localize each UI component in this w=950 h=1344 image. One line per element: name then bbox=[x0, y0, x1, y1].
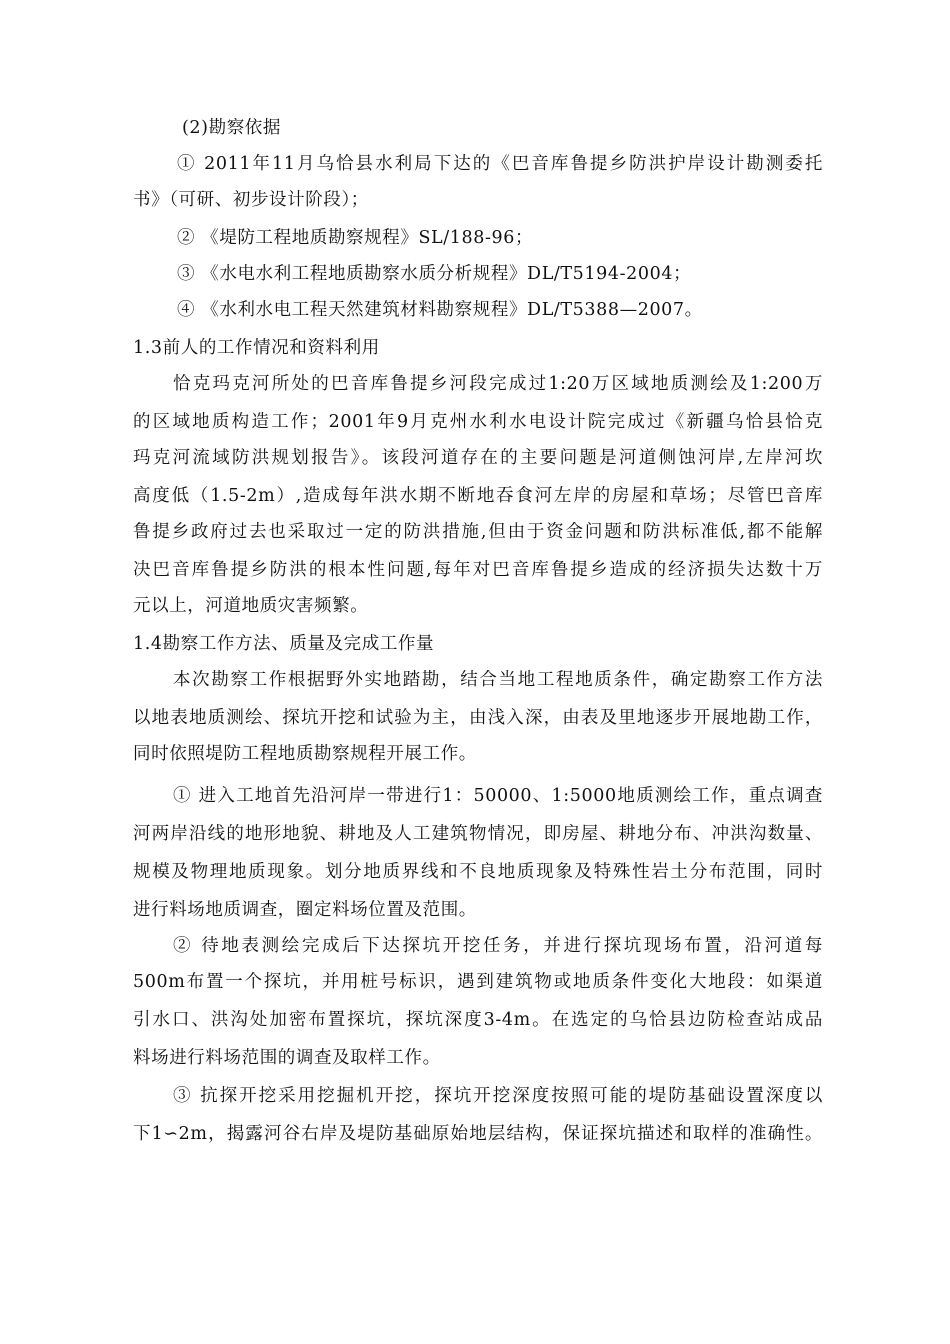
section-1-3-line: 的区域地质构造工作；2001年9月克州水利水电设计院完成过《新疆乌恰县恰克 bbox=[133, 412, 823, 432]
section-1-4-intro-line: 同时依照堤防工程地质勘察规程开展工作。 bbox=[133, 744, 477, 764]
section-1-4-item-2-line: 引水口、洪沟处加密布置探坑，探坑深度3-4m。在选定的乌恰县边防检查站成品 bbox=[133, 1010, 823, 1030]
section-1-3-line: 元以上，河道地质灾害频繁。 bbox=[133, 596, 369, 616]
section-1-4-title: 1.4勘察工作方法、质量及完成工作量 bbox=[133, 634, 435, 654]
section-1-3-line: 恰克玛克河所处的巴音库鲁提乡河段完成过1:20万区域地质测绘及1:200万 bbox=[173, 374, 823, 394]
section-1-3-title: 1.3前人的工作情况和资料利用 bbox=[133, 338, 380, 358]
section-1-4-intro-line: 本次勘察工作根据野外实地踏勘，结合当地工程地质条件，确定勘察工作方法 bbox=[173, 670, 823, 690]
section-1-3-line: 高度低（1.5-2m）,造成每年洪水期不断地吞食河左岸的房屋和草场；尽管巴音库 bbox=[133, 486, 823, 506]
section-1-4-intro-line: 以地表地质测绘、探坑开挖和试验为主，由浅入深，由表及里地逐步开展地勘工作， bbox=[133, 708, 823, 728]
basis-item-4: ④ 《水利水电工程天然建筑材料勘察规程》DL/T5388—2007。 bbox=[177, 300, 703, 320]
section-1-4-item-3-line: 下1∽2m，揭露河谷右岸及堤防基础原始地层结构，保证探坑描述和取样的准确性。 bbox=[133, 1124, 823, 1144]
basis-heading: (2)勘察依据 bbox=[182, 118, 281, 138]
section-1-4-item-1-line: ① 进入工地首先沿河岸一带进行1：50000、1:5000地质测绘工作，重点调查 bbox=[173, 786, 823, 806]
basis-item-1-line-2: 书》（可研、初步设计阶段）； bbox=[133, 190, 369, 210]
section-1-3-line: 玛克河流域防洪规划报告》。该段河道存在的主要问题是河道侧蚀河岸,左岸河坎 bbox=[133, 448, 823, 468]
section-1-4-item-1-line: 规模及物理地质现象。划分地质界线和不良地质现象及特殊性岩土分布范围，同时 bbox=[133, 862, 823, 882]
section-1-4-item-3-line: ③ 抗探开挖采用挖掘机开挖，探坑开挖深度按照可能的堤防基础设置深度以 bbox=[173, 1086, 823, 1106]
basis-item-3: ③ 《水电水利工程地质勘察水质分析规程》DL/T5194-2004； bbox=[177, 264, 692, 284]
basis-item-2: ② 《堤防工程地质勘察规程》SL/188-96； bbox=[177, 228, 534, 248]
section-1-4-item-1-line: 进行料场地质调查，圈定料场位置及范围。 bbox=[133, 900, 477, 920]
section-1-4-item-2-line: 500m布置一个探坑，并用桩号标识，遇到建筑物或地质条件变化大地段：如渠道 bbox=[133, 972, 823, 992]
section-1-3-line: 鲁提乡政府过去也采取过一定的防洪措施,但由于资金问题和防洪标准低,都不能解 bbox=[133, 522, 823, 542]
basis-item-1-line-1: ① 2011年11月乌恰县水利局下达的《巴音库鲁提乡防洪护岸设计勘测委托 bbox=[177, 154, 823, 174]
section-1-4-item-2-line: ② 待地表测绘完成后下达探坑开挖任务，并进行探坑现场布置，沿河道每 bbox=[173, 936, 823, 956]
section-1-4-item-1-line: 河两岸沿线的地形地貌、耕地及人工建筑物情况，即房屋、耕地分布、冲洪沟数量、 bbox=[133, 824, 823, 844]
section-1-4-item-2-line: 料场进行料场范围的调查及取样工作。 bbox=[133, 1048, 441, 1068]
section-1-3-line: 决巴音库鲁提乡防洪的根本性问题,每年对巴音库鲁提乡造成的经济损失达数十万 bbox=[133, 560, 823, 580]
